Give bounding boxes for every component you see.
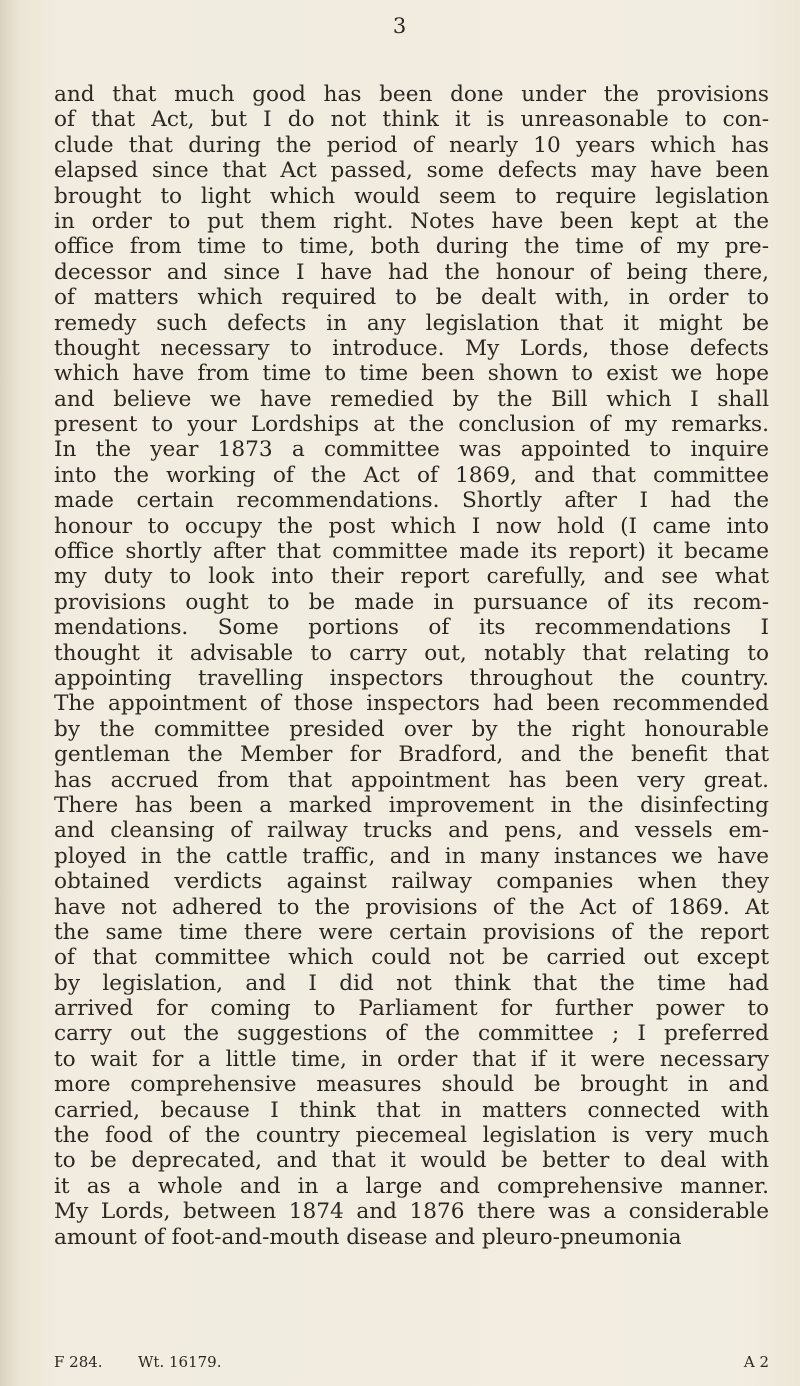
text-line: into the working of the Act of 1869, and that committee [54,462,769,488]
text-line: made certain recommendations. Shortly after I had the [54,488,769,514]
text-line: in order to put them right. Notes have been kept at the [54,208,769,234]
text-line: and that much good has been done under the provisions [54,82,769,107]
text-line: appointing travelling inspectors throughout the country. [54,665,769,691]
text-line: of matters which required to be dealt with, in order to [54,285,769,311]
text-line: which have from time to time been shown to exist we hope [54,361,769,387]
text-line: ployed in the cattle traffic, and in many instances we have [54,843,769,869]
footer-print-code: Wt. 16179. [138,1353,222,1371]
text-line: office shortly after that committee made its report) it became [54,539,769,565]
text-line: There has been a marked improvement in the disinfecting [54,792,769,818]
text-line: brought to light which would seem to require legislation [54,183,769,209]
text-line: present to your Lordships at the conclusion of my remarks. [54,412,769,438]
text-line: gentleman the Member for Bradford, and the benefit that [54,742,769,768]
text-line: The appointment of those inspectors had been recommended [54,691,769,717]
text-line: to be deprecated, and that it would be better to deal with [54,1148,769,1174]
footer-sheet-mark: A 2 [743,1353,769,1371]
body-text [54,82,769,1250]
text-line: My Lords, between 1874 and 1876 there was a considerable [54,1199,769,1225]
text-line: the food of the country piecemeal legislation is very much [54,1123,769,1149]
text-line: mendations. Some portions of its recommendations I [54,615,769,641]
text-line: In the year 1873 a committee was appointed to inquire [54,437,769,463]
text-line: have not adhered to the provisions of the Act of 1869. At [54,894,769,920]
text-line: of that Act, but I do not think it is unreasonable to con- [54,107,769,133]
text-line: thought necessary to introduce. My Lords, those defects [54,335,769,361]
text-line: carry out the suggestions of the committee ; I preferred [54,1021,769,1047]
text-line: by legislation, and I did not think that the time had [54,970,769,996]
text-line: thought it advisable to carry out, notably that relating to [54,640,769,666]
text-line: carried, because I think that in matters connected with [54,1097,769,1123]
text-line: has accrued from that appointment has been very great. [54,767,769,793]
text-line: and cleansing of railway trucks and pens, and vessels em- [54,818,769,844]
text-line: clude that during the period of nearly 10 years which has [54,132,769,158]
page-number: 3 [392,14,408,38]
text-line: arrived for coming to Parliament for further power to [54,996,769,1022]
text-line: and believe we have remedied by the Bill which I shall [54,386,769,412]
text-line: of that committee which could not be carried out except [54,945,769,971]
text-line: honour to occupy the post which I now hold (I came into [54,513,769,539]
text-line: office from time to time, both during the time of my pre- [54,234,769,260]
text-line: it as a whole and in a large and comprehensive manner. [54,1173,769,1199]
text-line: my duty to look into their report carefully, and see what [54,564,769,590]
text-line: obtained verdicts against railway companies when they [54,869,769,895]
text-line: the same time there were certain provisions of the report [54,919,769,945]
text-line: provisions ought to be made in pursuance of its recom- [54,589,769,615]
text-line: to wait for a little time, in order that if it were necessary [54,1046,769,1072]
text-line: by the committee presided over by the right honourable [54,716,769,742]
page-footer [54,1353,769,1371]
text-line: remedy such defects in any legislation that it might be [54,310,769,336]
text-line: more comprehensive measures should be brought in and [54,1072,769,1098]
text-line: elapsed since that Act passed, some defects may have been [54,158,769,184]
text-line: decessor and since I have had the honour of being there, [54,259,769,285]
text-line: amount of foot-and-mouth disease and pleuro-pneumonia [54,1224,682,1250]
footer-signature: F 284. [54,1353,103,1371]
